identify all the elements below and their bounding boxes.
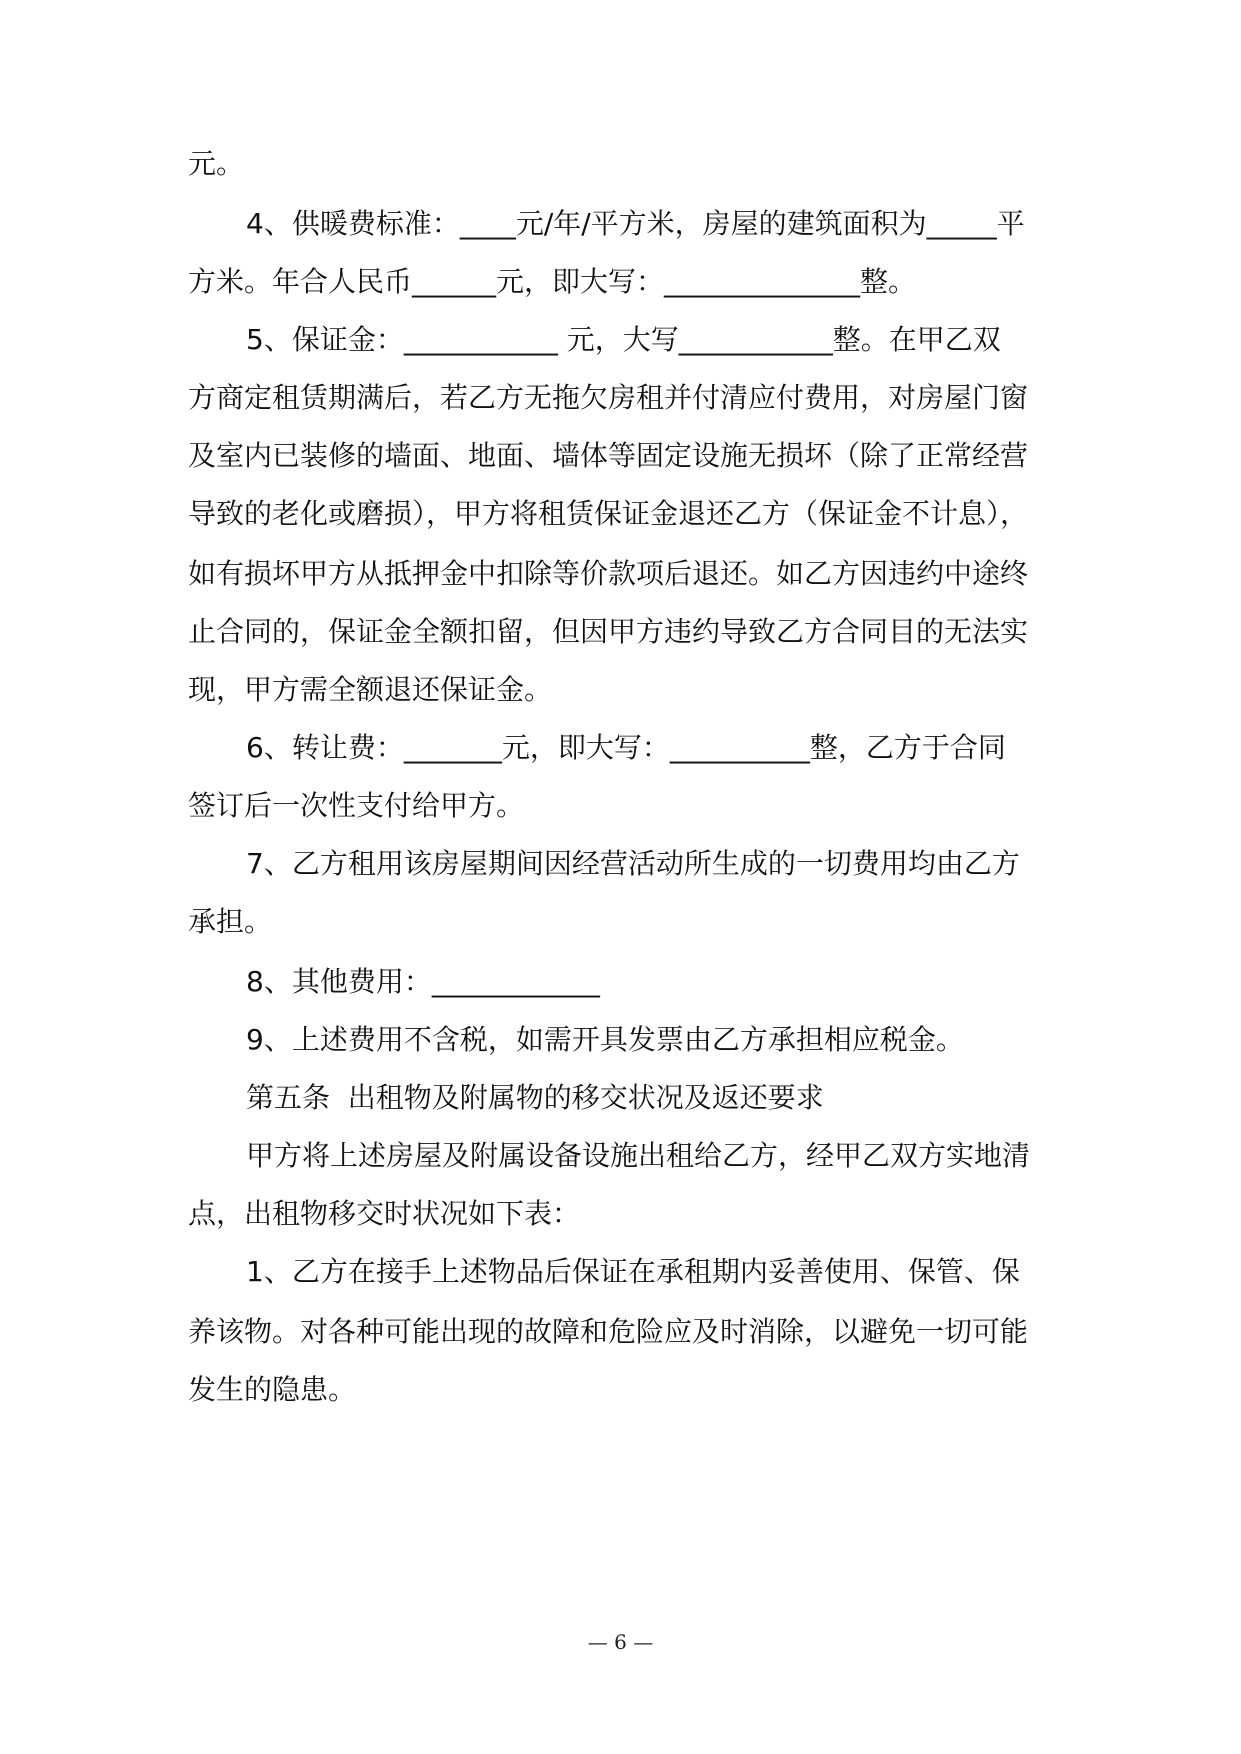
text-line: 9、上述费用不含税，如需开具发票由乙方承担相应税金。 (246, 1023, 964, 1056)
text-line: 签订后一次性支付给甲方。 (188, 789, 525, 822)
text-line: 8、其他费用：____________ (246, 965, 600, 998)
text-line: 7、乙方租用该房屋期间因经营活动所生成的一切费用均由乙方 (246, 847, 1020, 880)
text-line: 养该物。对各种可能出现的故障和危险应及时消除，以避免一切可能 (188, 1315, 1029, 1348)
text-line: 4、供暖费标准：____元/年/平方米，房屋的建筑面积为_____平 (246, 207, 1025, 240)
text-line: 元。 (188, 147, 245, 180)
text-line: 方商定租赁期满后，若乙方无拖欠房租并付清应付费用，对房屋门窗 (188, 381, 1029, 414)
text-line: 甲方将上述房屋及附属设备设施出租给乙方，经甲乙双方实地清 (246, 1139, 1031, 1172)
text-line: 6、转让费：_______元，即大写：__________整，乙方于合同 (246, 731, 1006, 764)
text-line: 点，出租物移交时状况如下表： (188, 1197, 581, 1230)
text-line: 及室内已装修的墙面、地面、墙体等固定设施无损坏（除了正常经营 (188, 439, 1029, 472)
page-number: — 6 — (587, 1630, 654, 1654)
text-line: 方米。年合人民币______元，即大写：______________整。 (188, 265, 917, 298)
text-line: 导致的老化或磨损），甲方将租赁保证金退还乙方（保证金不计息）， (188, 497, 1029, 530)
text-line: 承担。 (188, 905, 273, 938)
section-heading: 第五条 出租物及附属物的移交状况及返还要求 (246, 1081, 824, 1114)
text-line: 5、保证金：___________ 元，大写___________整。在甲乙双 (246, 323, 1001, 356)
text-line: 发生的隐患。 (188, 1373, 357, 1406)
text-line: 止合同的，保证金全额扣留，但因甲方违约导致乙方合同目的无法实 (188, 615, 1029, 648)
text-line: 现，甲方需全额退还保证金。 (188, 673, 553, 706)
text-line: 1、乙方在接手上述物品后保证在承租期内妥善使用、保管、保 (246, 1255, 1020, 1288)
text-line: 如有损坏甲方从抵押金中扣除等价款项后退还。如乙方因违约中途终 (188, 557, 1029, 590)
